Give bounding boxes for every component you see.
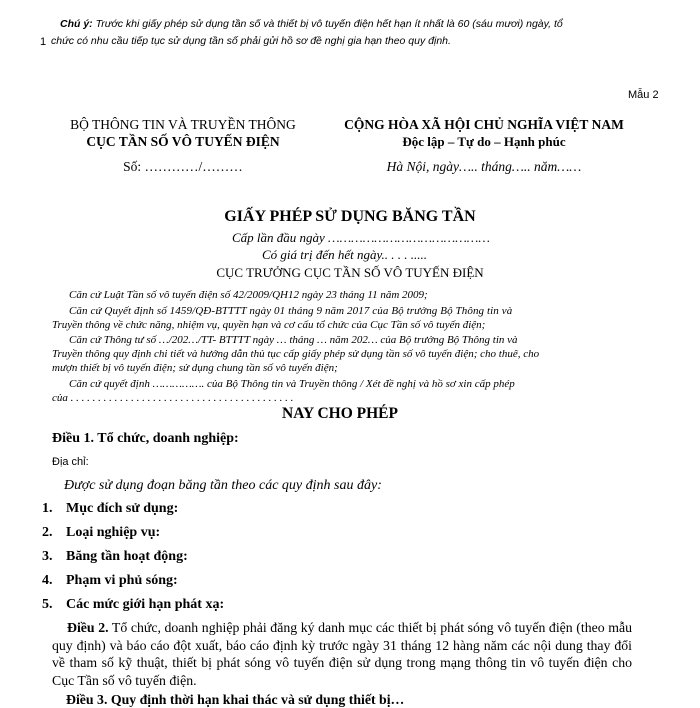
document-number: Số: …………/………: [123, 159, 243, 174]
document-title: GIẤY PHÉP SỬ DỤNG BĂNG TẦN: [224, 208, 476, 225]
basis-circular-line-2: Truyền thông quy định chi tiết và hướng dẫn thủ tục cấp giấy phép sử dụng tần số vô tuyến điện; cho thuê, cho: [52, 348, 540, 360]
article-1-intro: Được sử dụng đoạn băng tần theo các quy định sau đây:: [64, 478, 382, 493]
emission-limits-label: Các mức giới hạn phát xạ:: [66, 597, 225, 612]
address-label: Địa chỉ:: [52, 456, 89, 468]
frequency-band-number: 3.: [42, 549, 53, 564]
note-label: Chú ý:: [60, 18, 93, 30]
article-1-label: Điều 1. Tổ chức, doanh nghiệp:: [52, 431, 239, 446]
basis-circular-line-3: mượn thiết bị vô tuyến điện; sử dụng chung tần số vô tuyến điện;: [52, 362, 338, 374]
first-issued-line: Cấp lần đầu ngày ……………………………………: [232, 230, 490, 245]
frequency-band-label: Băng tần hoạt động:: [66, 549, 188, 564]
header-right: [334, 116, 634, 175]
article-3-partial: Điều 3. Quy định thời hạn khai thác và sử dụng thiết bị…: [66, 692, 405, 707]
frequency-band-item: [42, 549, 188, 565]
form-code: Mẫu 2: [628, 89, 659, 101]
coverage-area-number: 4.: [42, 573, 53, 588]
note-marker: 1: [40, 36, 47, 48]
basis-proposal-line-1: Căn cứ quyết định ……………. của Bộ Thông tin và Truyền thông / Xét đề nghị và hồ sơ xin cấp phép: [69, 378, 515, 390]
article-2-paragraph: [52, 619, 632, 689]
authority-heading: CỤC TRƯỞNG CỤC TẦN SỐ VÔ TUYẾN ĐIỆN: [216, 265, 484, 280]
service-type-label: Loại nghiệp vụ:: [66, 525, 161, 540]
valid-until-line: Có giá trị đến hết ngày.. . . . .....: [262, 247, 428, 262]
ministry-name: BỘ THÔNG TIN VÀ TRUYỀN THÔNG: [70, 117, 296, 132]
usage-purpose-item: [42, 501, 178, 517]
usage-purpose-number: 1.: [42, 501, 53, 516]
usage-purpose-label: Mục đích sử dụng:: [66, 501, 179, 516]
note-text-1: Trước khi giấy phép sử dụng tần số và thiết bị vô tuyến điện hết hạn ít nhất là 60 (sáu mươi) ngày, tổ: [92, 18, 563, 30]
national-motto: Độc lập – Tự do – Hạnh phúc: [402, 134, 566, 149]
article-2-label: Điều 2.: [67, 620, 109, 635]
basis-decision-line-2: Truyền thông về chức năng, nhiệm vụ, quyền hạn và cơ cấu tổ chức của Cục Tần số vô tuyến điện;: [52, 319, 486, 331]
service-type-item: [42, 525, 160, 541]
issue-date: Hà Nội, ngày….. tháng….. năm……: [386, 159, 582, 174]
note-line-2: chức có nhu cầu tiếp tục sử dụng tần số phải gửi hồ sơ đề nghị gia hạn theo quy định.: [51, 35, 451, 47]
coverage-area-label: Phạm vi phủ sóng:: [66, 573, 178, 588]
header-left: [52, 116, 314, 175]
note-line-1: [60, 18, 563, 30]
service-type-number: 2.: [42, 525, 53, 540]
basis-proposal-line-2: của . . . . . . . . . . . . . . . . . . . . . . . . . . . . . . . . . . . . . . . . .: [52, 392, 294, 404]
emission-limits-item: [42, 597, 224, 613]
coverage-area-item: [42, 573, 178, 589]
nation-name: CỘNG HÒA XÃ HỘI CHỦ NGHĨA VIỆT NAM: [344, 117, 624, 132]
article-2-text: Tổ chức, doanh nghiệp phải đăng ký danh mục các thiết bị phát sóng vô tuyến điện (theo mẫu quy định) và báo cáo đột xuất, báo cáo định kỳ trước ngày 31 tháng 12 hàng năm các nội dung thay đổi về tham số kỹ thuật, thiết bị phát sóng vô tuyến điện sử dụng trong mạng thông tin vô tuyến điện cho Cục Tần số vô tuyến điện.: [52, 620, 632, 688]
emission-limits-number: 5.: [42, 597, 53, 612]
department-name: CỤC TẦN SỐ VÔ TUYẾN ĐIỆN: [86, 134, 280, 149]
permit-heading: NAY CHO PHÉP: [282, 405, 398, 422]
basis-decision-line-1: Căn cứ Quyết định số 1459/QĐ-BTTTT ngày 01 tháng 9 năm 2017 của Bộ trưởng Bộ Thông tin và: [69, 305, 513, 317]
basis-circular-line-1: Căn cứ Thông tư số …/202…/TT- BTTTT ngày … tháng … năm 202… của Bộ trưởng Bộ Thông tin và: [69, 334, 518, 346]
basis-law: Căn cứ Luật Tần số vô tuyến điện số 42/2009/QH12 ngày 23 tháng 11 năm 2009;: [69, 289, 428, 301]
